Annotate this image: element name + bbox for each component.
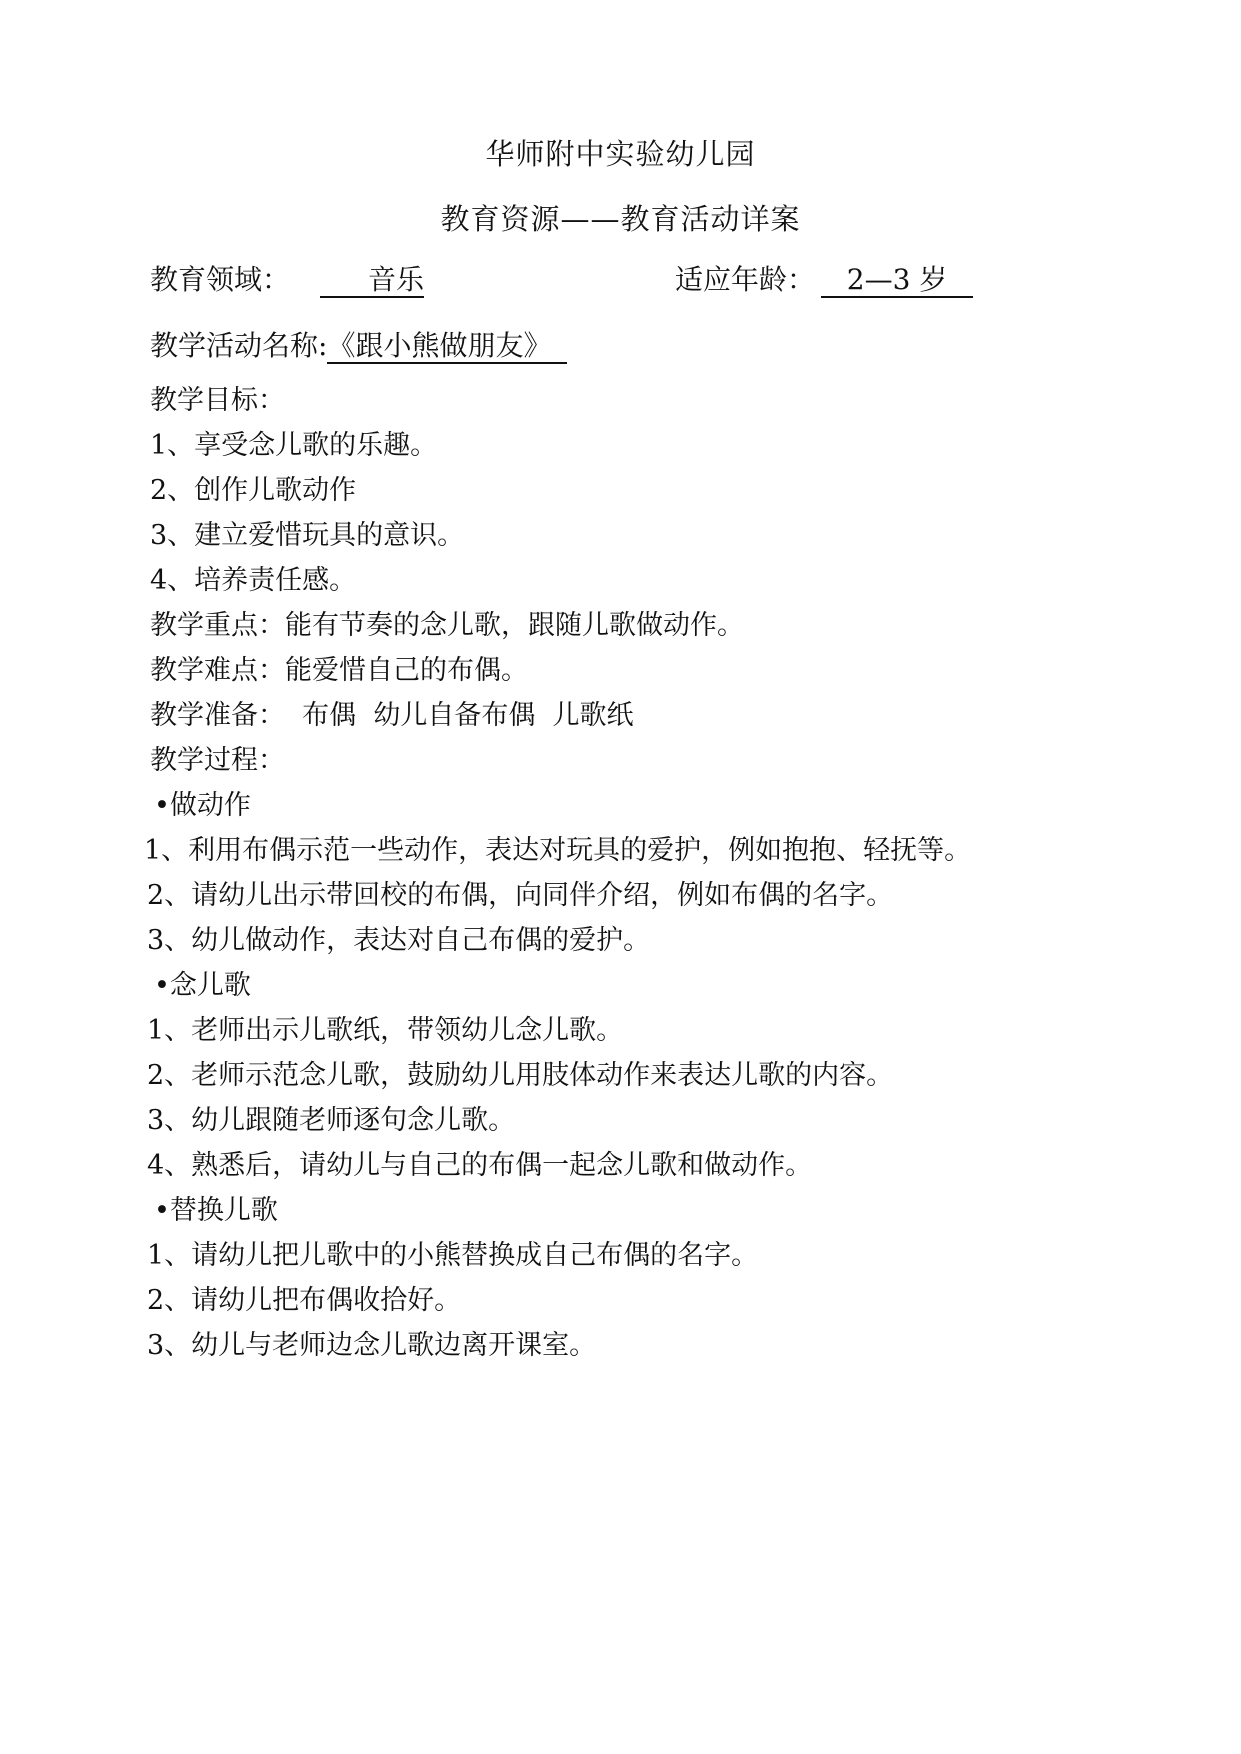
age-range-label: 适应年龄： xyxy=(675,263,816,296)
process-step: 1、利用布偶示范一些动作，表达对玩具的爱护，例如抱抱、轻抚等。 xyxy=(144,835,972,866)
education-domain-label: 教育领域： xyxy=(150,263,291,296)
activity-name-row xyxy=(150,329,567,364)
process-step: 1、请幼儿把儿歌中的小熊替换成自己布偶的名字。 xyxy=(147,1240,759,1271)
activity-name-value: 《跟小熊做朋友》 xyxy=(327,330,567,364)
section-heading-objectives: 教学目标： xyxy=(150,385,285,416)
objective-item: 4、培养责任感。 xyxy=(150,565,357,596)
section-heading-process: 教学过程： xyxy=(150,745,285,776)
age-range-value: 2—3 岁 xyxy=(821,264,973,298)
education-domain-value: 音乐 xyxy=(320,264,424,298)
activity-name-label: 教学活动名称: xyxy=(150,329,328,362)
objective-item: 1、享受念儿歌的乐趣。 xyxy=(150,430,438,461)
process-step: 2、请幼儿出示带回校的布偶，向同伴介绍，例如布偶的名字。 xyxy=(147,880,894,911)
objective-item: 2、创作儿歌动作 xyxy=(150,475,357,506)
process-step: 2、老师示范念儿歌，鼓励幼儿用肢体动作来表达儿歌的内容。 xyxy=(147,1060,894,1091)
process-section-heading: •念儿歌 xyxy=(154,970,251,1001)
process-step: 4、熟悉后，请幼儿与自己的布偶一起念儿歌和做动作。 xyxy=(147,1150,813,1181)
process-step: 3、幼儿做动作，表达对自己布偶的爱护。 xyxy=(147,925,651,956)
process-step: 3、幼儿与老师边念儿歌边离开课室。 xyxy=(147,1330,597,1361)
age-range-row xyxy=(675,263,973,298)
difficulty-point: 教学难点：能爱惜自己的布偶。 xyxy=(150,655,528,686)
document-title: 教育资源——教育活动详案 xyxy=(440,202,801,236)
process-step: 3、幼儿跟随老师逐句念儿歌。 xyxy=(147,1105,516,1136)
process-section-heading: •做动作 xyxy=(154,790,251,821)
process-step: 1、老师出示儿歌纸，带领幼儿念儿歌。 xyxy=(147,1015,624,1046)
education-domain-row xyxy=(150,263,424,298)
school-name: 华师附中实验幼儿园 xyxy=(485,137,756,171)
process-step: 2、请幼儿把布偶收拾好。 xyxy=(147,1285,462,1316)
process-section-heading: •替换儿歌 xyxy=(154,1195,278,1226)
objective-item: 3、建立爱惜玩具的意识。 xyxy=(150,520,465,551)
preparation: 教学准备： 布偶 幼儿自备布偶 儿歌纸 xyxy=(150,700,634,731)
key-point: 教学重点：能有节奏的念儿歌，跟随儿歌做动作。 xyxy=(150,610,744,641)
